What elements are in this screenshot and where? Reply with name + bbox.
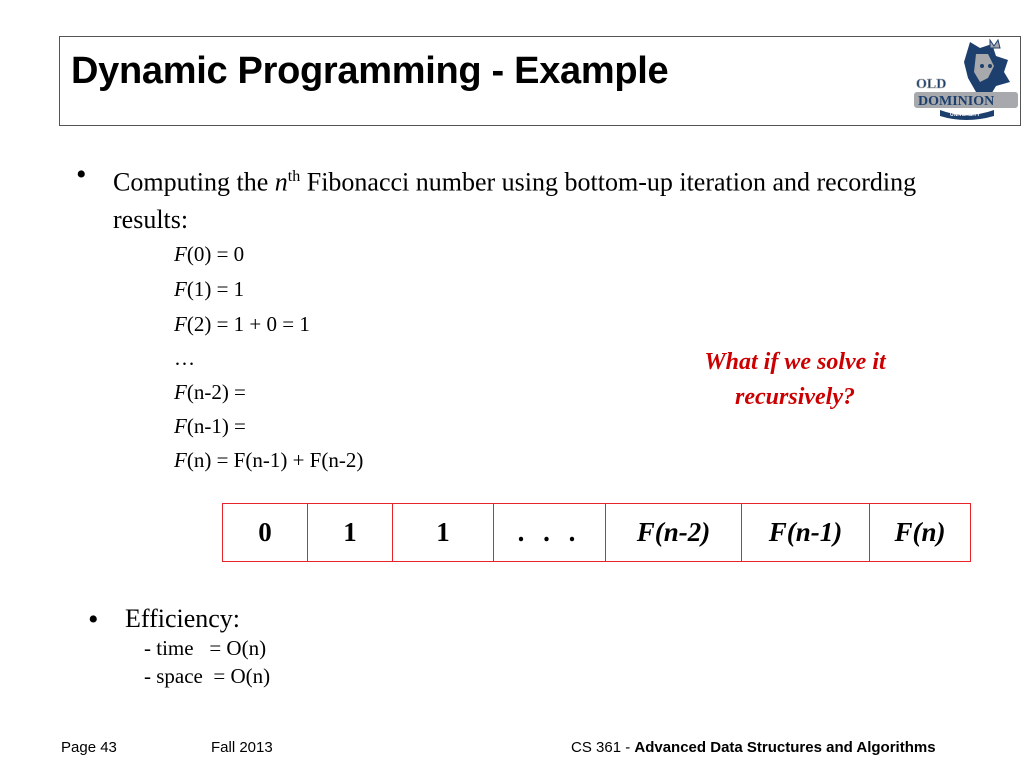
equation-fn-2: F(n-2) =	[174, 380, 246, 404]
bullet-marker: •	[88, 603, 99, 636]
footer-term: Fall 2013	[211, 739, 273, 756]
university-logo	[910, 38, 1020, 124]
table-cell: . . .	[494, 504, 606, 561]
equation-f1: F(1) = 1	[174, 277, 245, 301]
footer-page-number: Page 43	[61, 739, 117, 756]
equation-f2: F(2) = 1 + 0 = 1	[174, 312, 310, 336]
equation-f0: F(0) = 0	[174, 242, 245, 266]
recursion-question	[650, 345, 940, 415]
bullet-marker: •	[76, 158, 87, 191]
efficiency-label: Efficiency:	[125, 604, 241, 633]
table-cell: 1	[393, 504, 494, 561]
table-cell: F(n-1)	[742, 504, 870, 561]
equation-ellipsis: …	[174, 346, 195, 370]
table-cell: F(n)	[894, 517, 946, 547]
equation-fn: F(n) = F(n-1) + F(n-2)	[174, 448, 364, 472]
question-line-1: What if we solve it	[704, 349, 886, 375]
results-table	[222, 503, 971, 562]
logo-text-university: UNIVERSITY	[950, 112, 981, 118]
logo-text-dominion: DOMINION	[918, 94, 995, 109]
table-cell: 0	[223, 504, 308, 561]
equation-fn-1: F(n-1) =	[174, 414, 246, 438]
question-line-2: recursively?	[735, 384, 855, 410]
efficiency-space: - space = O(n)	[144, 664, 271, 688]
bullet-fibonacci-text: Computing the $n^{th}$ Fibonacci number using bottom-up iteration and recording results:	[113, 167, 917, 234]
table-cell: F(n-2)	[606, 504, 742, 561]
efficiency-time: - time = O(n)	[144, 636, 267, 660]
footer-course: CS 361 - Advanced Data Structures and Algorithms	[571, 739, 936, 756]
table-cell: 1	[308, 504, 393, 561]
slide-title: Dynamic Programming - Example	[71, 50, 669, 92]
logo-text-old: OLD	[916, 77, 947, 92]
